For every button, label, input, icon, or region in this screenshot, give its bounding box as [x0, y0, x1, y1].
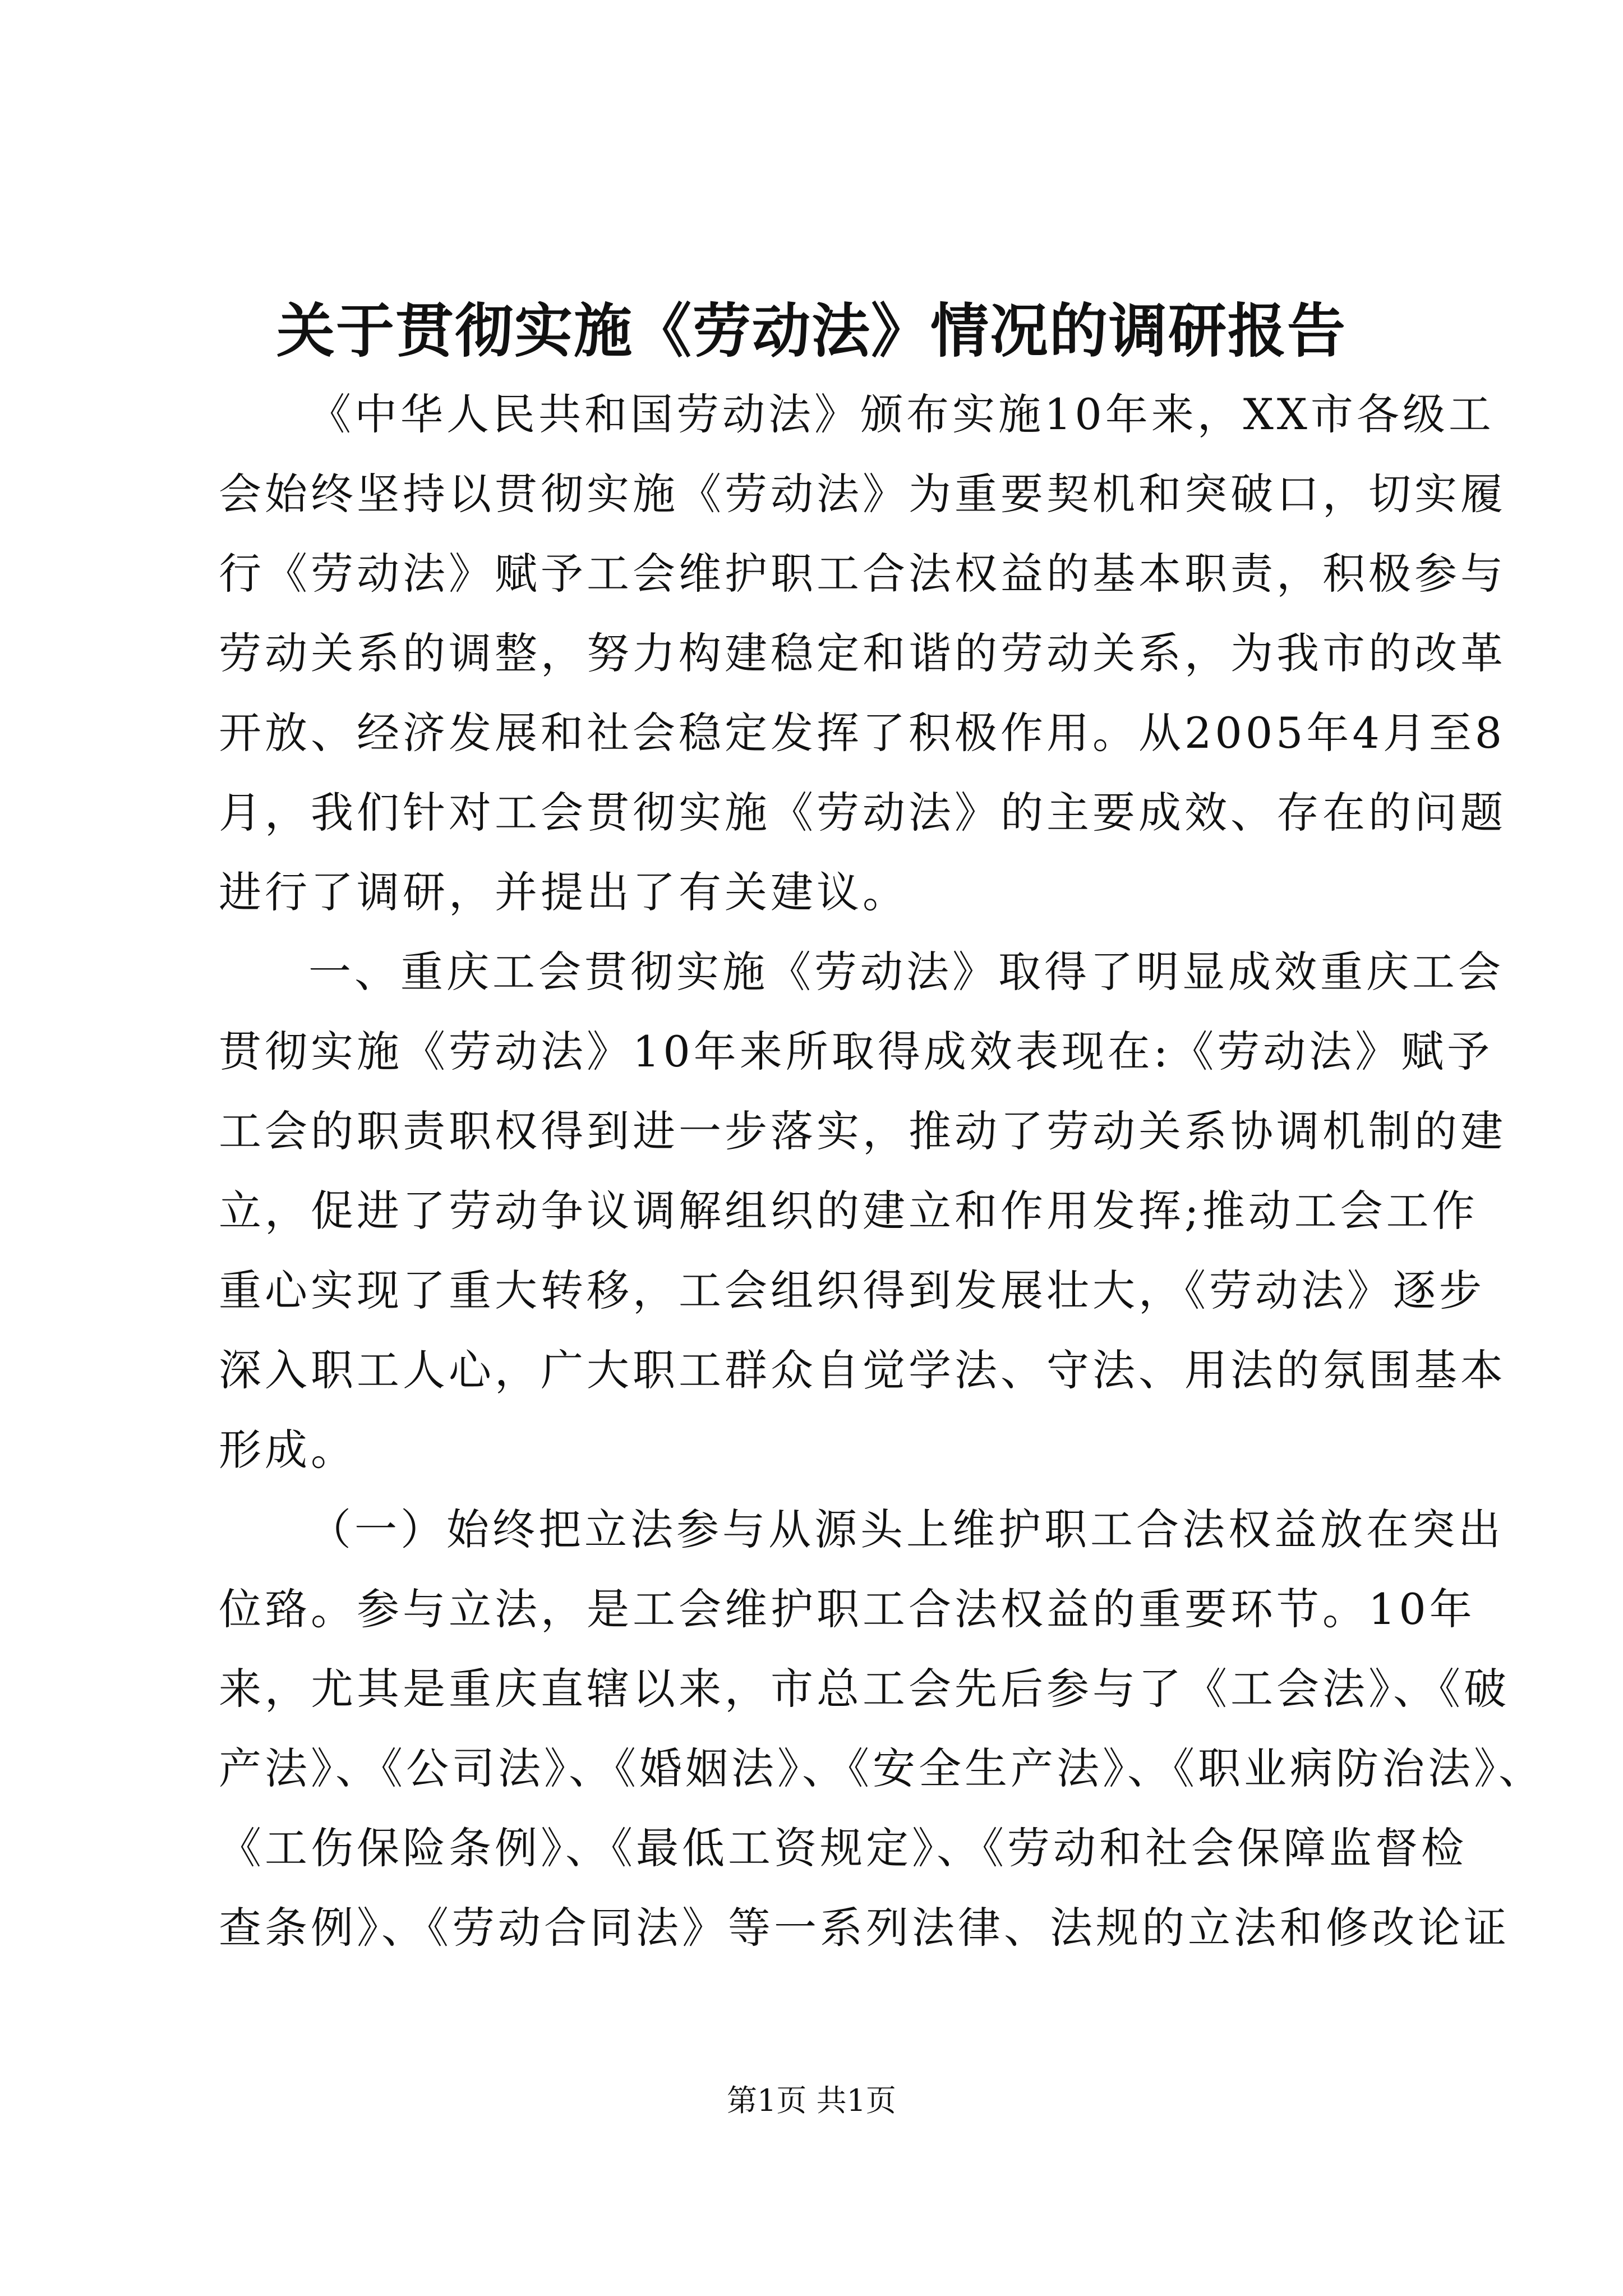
- paragraph-line: 会始终坚持以贯彻实施《劳动法》为重要契机和突破口，切实履: [219, 469, 1506, 519]
- paragraph-line: 重心实现了重大转移，工会组织得到发展壮大，《劳动法》逐步: [219, 1266, 1485, 1315]
- paragraph-line: 月，我们针对工会贯彻实施《劳动法》的主要成效、存在的问题: [219, 788, 1506, 838]
- paragraph-line: 位臵。参与立法，是工会维护职工合法权益的重要环节。10年: [219, 1584, 1476, 1634]
- paragraph-line: 开放、经济发展和社会稳定发挥了积极作用。从2005年4月至8: [219, 708, 1506, 758]
- paragraph-section-one: [219, 932, 1506, 1490]
- paragraph-line: 工会的职责职权得到进一步落实，推动了劳动关系协调机制的建: [219, 1106, 1506, 1156]
- paragraph-line: 深入职工人心，广大职工群众自觉学法、守法、用法的氛围基本: [219, 1345, 1506, 1395]
- paragraph-line: 《工伤保险条例》、《最低工资规定》、《劳动和社会保障监督检: [219, 1823, 1467, 1873]
- document-title: 关于贯彻实施《劳动法》情况的调研报告: [276, 296, 1347, 365]
- paragraph-line: 《中华人民共和国劳动法》颁布实施10年来，XX市各级工: [308, 389, 1495, 439]
- paragraph-line: 产法》、《公司法》、《婚姻法》、《安全生产法》、《职业病防治法》、: [219, 1743, 1544, 1793]
- paragraph-line: 一、重庆工会贯彻实施《劳动法》取得了明显成效重庆工会: [308, 947, 1504, 997]
- paragraph-line: 来，尤其是重庆直辖以来，市总工会先后参与了《工会法》、《破: [219, 1664, 1510, 1714]
- paragraph-subsection-one: [219, 1490, 1544, 1968]
- paragraph-line: 进行了调研，并提出了有关建议。: [219, 867, 909, 917]
- paragraph-line: 行《劳动法》赋予工会维护职工合法权益的基本职责，积极参与: [219, 549, 1506, 599]
- page-number-footer: 第1页 共1页: [727, 2083, 896, 2118]
- paragraph-line: 查条例》、《劳动合同法》等一系列法律、法规的立法和修改论证: [219, 1903, 1510, 1953]
- paragraph-line: （一）始终把立法参与从源头上维护职工合法权益放在突出: [308, 1504, 1504, 1554]
- paragraph-intro: [219, 375, 1506, 932]
- document-body: [219, 375, 1544, 1968]
- paragraph-line: 劳动关系的调整，努力构建稳定和谐的劳动关系，为我市的改革: [219, 628, 1506, 678]
- paragraph-line: 形成。: [219, 1425, 357, 1475]
- paragraph-line: 立，促进了劳动争议调解组织的建立和作用发挥;推动工会工作: [219, 1186, 1478, 1236]
- paragraph-line: 贯彻实施《劳动法》10年来所取得成效表现在:《劳动法》赋予: [219, 1027, 1493, 1076]
